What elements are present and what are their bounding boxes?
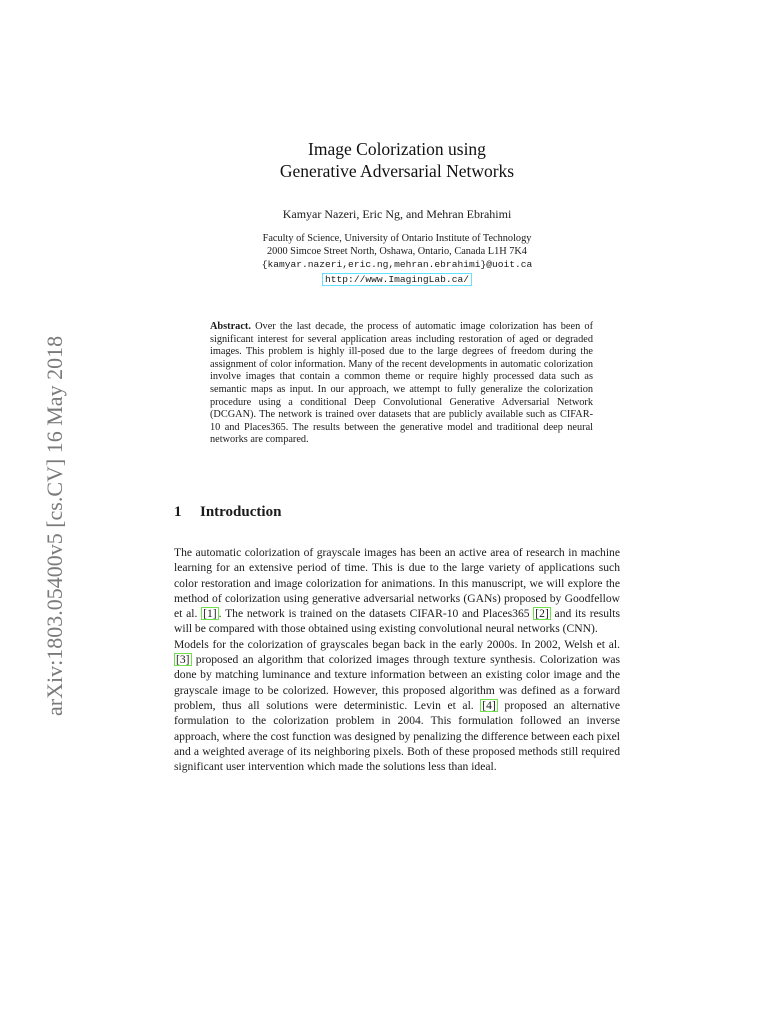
abstract: [210, 321, 593, 447]
paper-title: [174, 138, 620, 182]
paragraph-1-text-c: and its results will be compared with those obtained using existing convolutional neural networks (CNN).: [174, 607, 620, 636]
abstract-label: Abstract.: [210, 321, 251, 332]
paragraph-1-text-a: The automatic colorization of grayscale images has been an active area of research in machine learning for an extensive period of time. This is due to the large variety of applications such color restoration and image colorization for animations. In this manuscript, we will explore the method of colorization using generative adversarial networks (GANs) proposed by Goodfellow et al.: [174, 546, 620, 621]
paragraph-2-text-c: proposed an alternative formulation to the colorization problem in 2004. This formulation followed an inverse approach, where the cost function was designed by penalizing the difference between each pixel and a weighted average of its neighboring pixels. Both of these proposed methods still required significant user intervention which made the solutions less than ideal.: [174, 698, 620, 774]
paragraph-1-text-b: . The network is trained on the datasets CIFAR-10 and Places365: [218, 607, 534, 621]
abstract-text: Over the last decade, the process of automatic image colorization has been of significant interest for several application areas including restoration of aged or degraded images. This problem is highly ill-posed due to the large degrees of freedom during the assignment of color information. Many of the recent developments in automatic colorization involve images that contain a common theme or require highly processed data such as semantic maps as input. In our approach, we attempt to fully generalize the colorization procedure using a conditional Deep Convolutional Generative Adversarial Network (DCGAN). The network is trained over datasets that are publicly available such as CIFAR-10 and Places365. The results between the generative model and traditional deep neural networks are compared.: [210, 321, 594, 446]
section-heading-introduction: [174, 502, 620, 522]
title-line-2: Generative Adversarial Networks: [279, 161, 515, 181]
paragraph-2-text-b: proposed an algorithm that colorized images through texture synthesis. Colorization was done by matching luminance and texture information between an existing color image and the grayscale image to be colorized. However, this proposed algorithm was defined as a forward problem, thus all solutions were deterministic. Levin et al.: [174, 653, 620, 712]
paragraph-1: [174, 545, 620, 637]
title-line-1: Image Colorization using: [308, 139, 486, 159]
citation-link-3[interactable]: [3]: [176, 653, 190, 667]
affiliation-institution: Faculty of Science, University of Ontario Institute of Technology: [262, 233, 532, 244]
lab-url-link[interactable]: http://www.ImagingLab.ca/: [322, 273, 472, 286]
author-list: Kamyar Nazeri, Eric Ng, and Mehran Ebrahimi: [282, 207, 512, 221]
paragraph-2: [174, 637, 620, 775]
citation-link-2[interactable]: [2]: [535, 607, 549, 621]
affiliation-block: [174, 232, 620, 286]
citation-link-4[interactable]: [4]: [482, 698, 496, 712]
citation-link-1[interactable]: [1]: [203, 607, 217, 621]
author-emails: {kamyar.nazeri,eric.ng,mehran.ebrahimi}@uoit.ca: [261, 259, 533, 271]
paragraph-2-text-a: Models for the colorization of grayscales began back in the early 2000s. In 2002, Welsh et al.: [174, 637, 620, 651]
affiliation-address: 2000 Simcoe Street North, Oshawa, Ontario, Canada L1H 7K4: [267, 246, 527, 258]
arxiv-sidebar-stamp: arXiv:1803.05400v5 [cs.CV] 16 May 2018: [42, 335, 67, 716]
section-title: Introduction: [200, 504, 282, 520]
introduction-body: [174, 545, 620, 774]
section-number: 1: [174, 504, 182, 520]
